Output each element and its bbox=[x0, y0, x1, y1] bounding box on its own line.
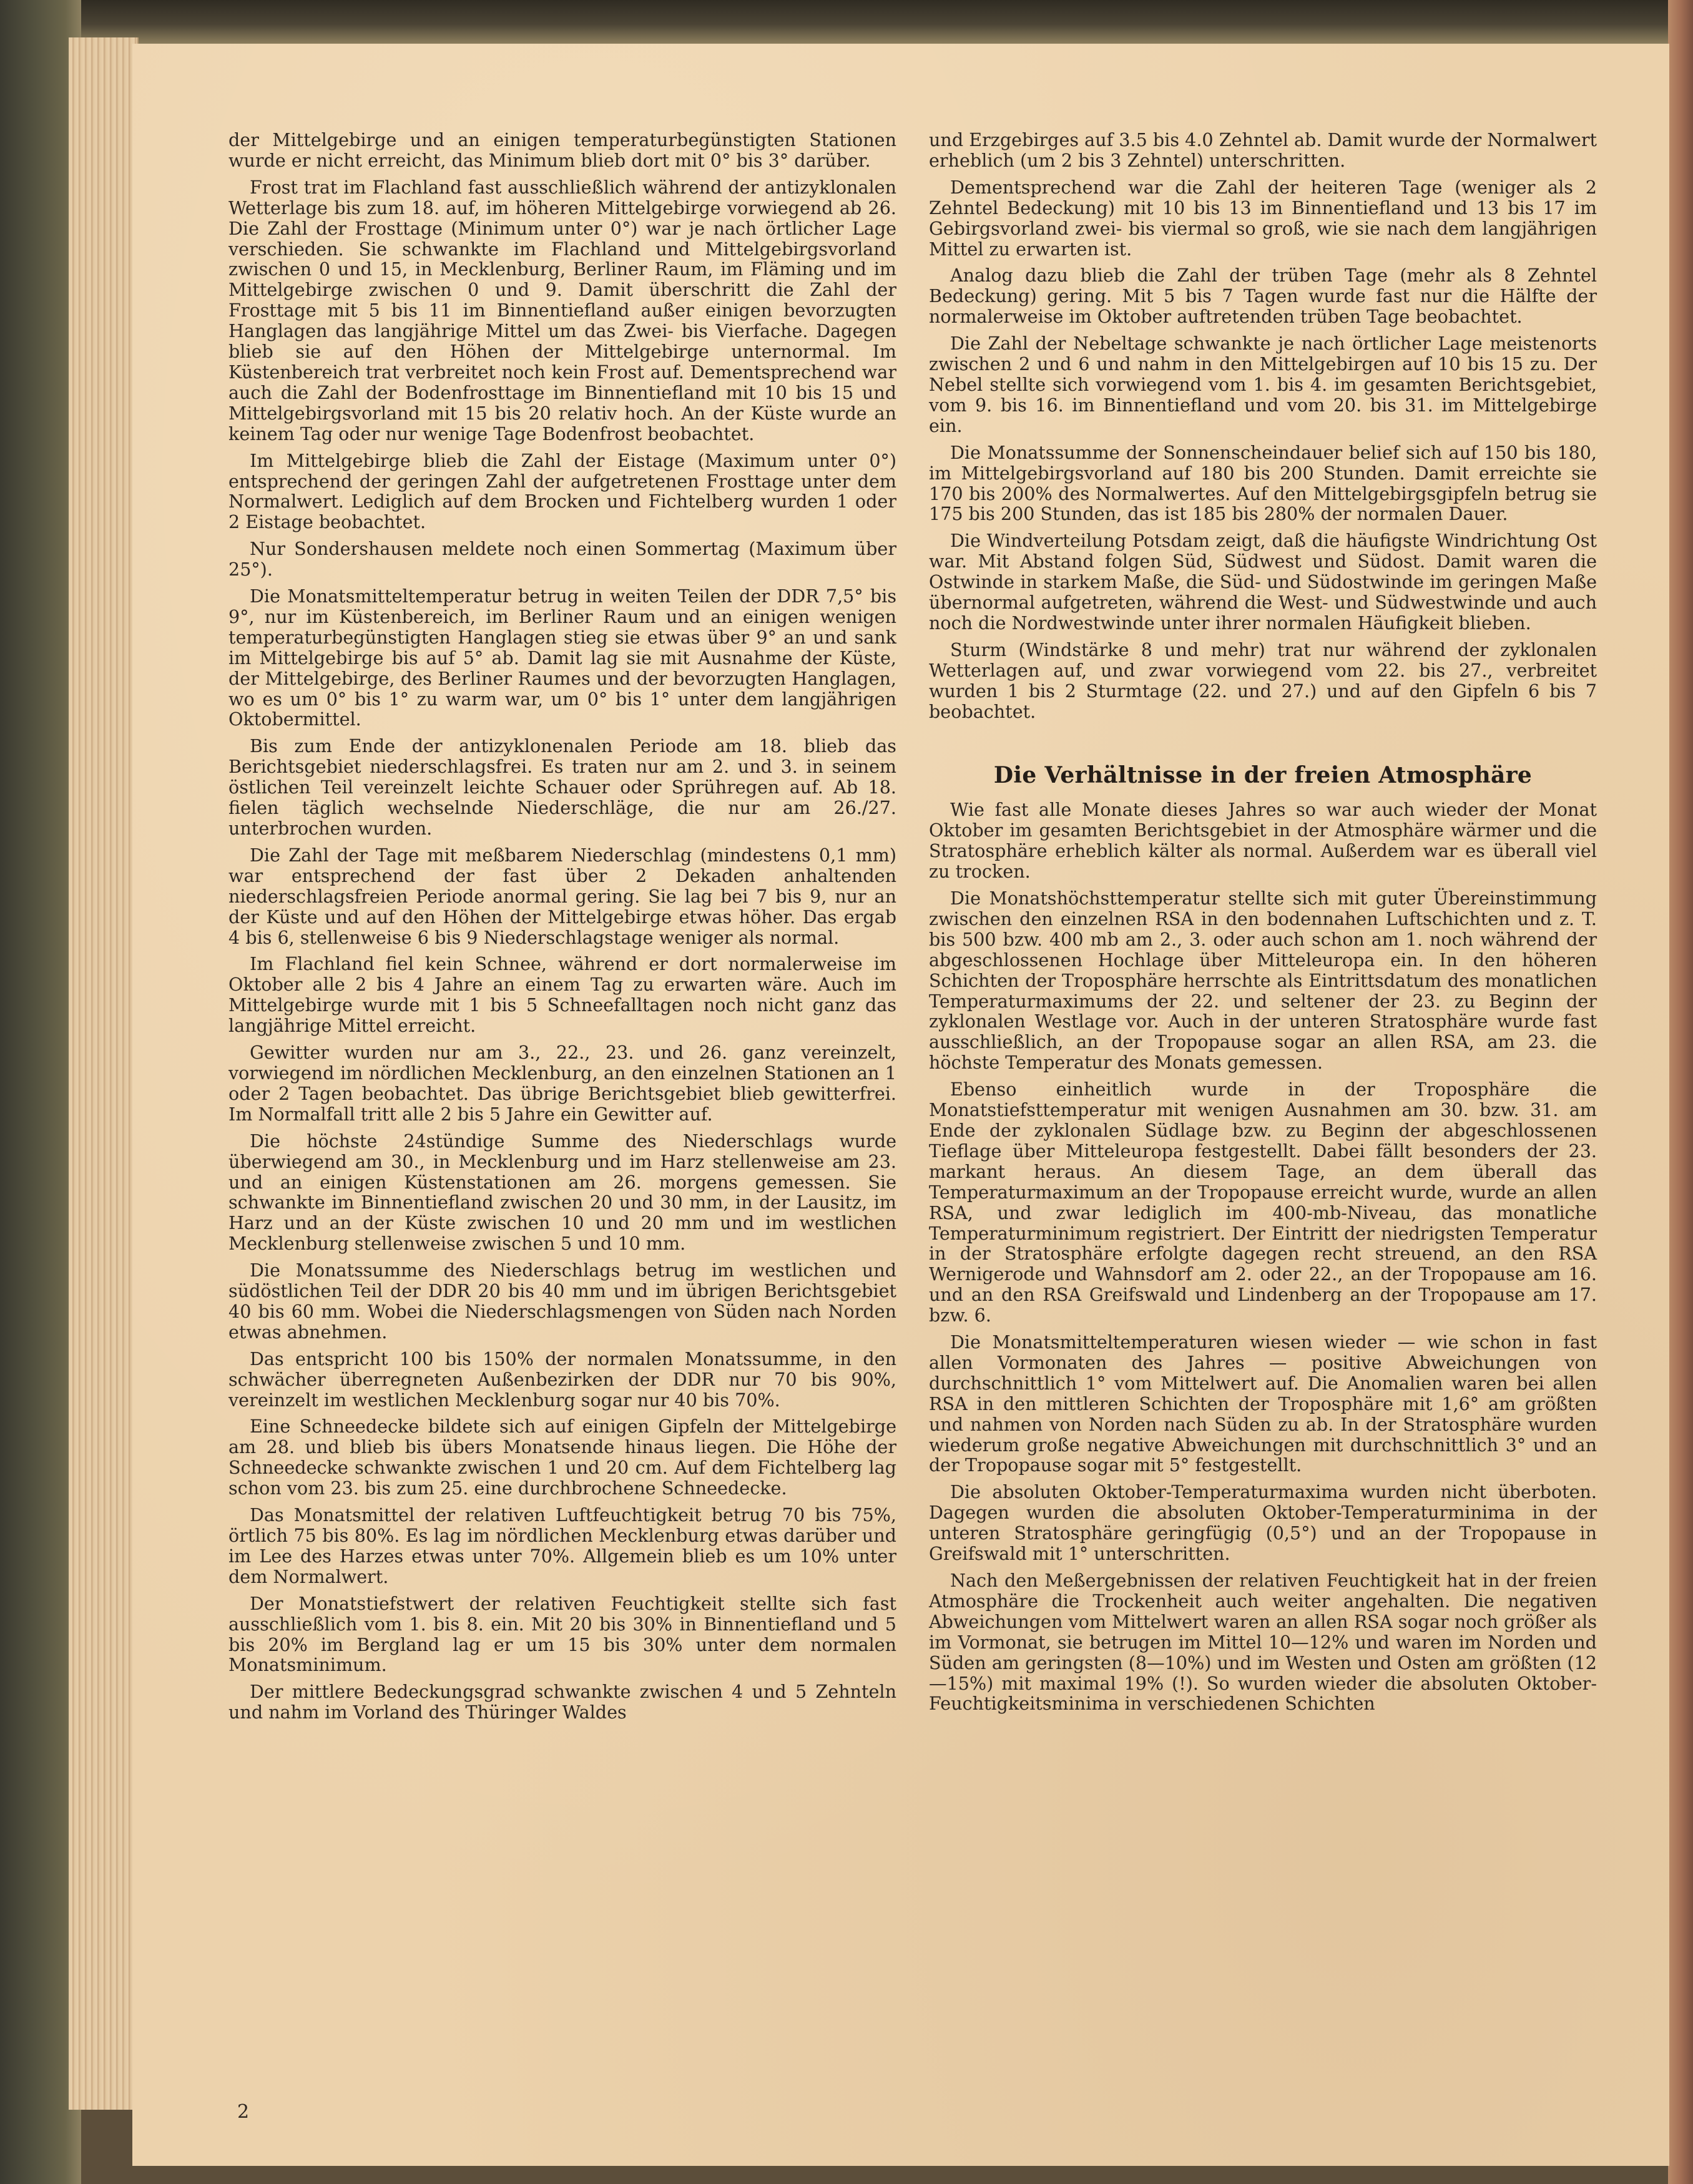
paragraph: Nach den Meßergebnissen der relativen Feuchtigkeit hat in der freien Atmosphäre die Trockenheit auch weiter angehalten. Die negativen Abweichungen vom Mittelwert waren an allen RSA sogar noch größer als im Vormonat, sie betrugen im Mittel 10—12% und waren im Norden und Süden am geringsten (8—10%) und im Westen und Osten am größten (12—15%) mit maximal 19% (!). So wurden wieder die absoluten Oktober-Feuchtigkeitsminima in verschiedenen Schichten bbox=[929, 1570, 1597, 1715]
book-top-edge bbox=[0, 0, 1693, 44]
paragraph: Im Flachland fiel kein Schnee, während er dort normalerweise im Oktober alle 2 bis 4 Jahre an einem Tag zu erwarten wäre. Auch im Mittelgebirge wurde mit 1 bis 5 Schneefalltagen noch nicht ganz das langjährige Mittel erreicht. bbox=[228, 953, 896, 1037]
left-text-column bbox=[228, 130, 896, 1729]
paragraph: Bis zum Ende der antizyklonenalen Periode am 18. blieb das Berichtsgebiet niederschlagsfrei. Es traten nur am 2. und 3. in seinem östlichen Teil vereinzelt leichte Schauer oder Sprühregen auf. Ab 18. fielen täglich wechselnde Niederschläge, die nur am 26./27. unterbrochen wurden. bbox=[228, 735, 896, 839]
paragraph: Nur Sondershausen meldete noch einen Sommertag (Maximum über 25°). bbox=[228, 538, 896, 580]
paragraph: Die Windverteilung Potsdam zeigt, daß die häufigste Windrichtung Ost war. Mit Abstand folgen Süd, Südwest und Südost. Damit waren die Ostwinde in starkem Maße, die Süd- und Südostwinde im geringen Maße übernormal aufgetreten, während die West- und Südwestwinde und auch noch die Nordwestwinde unter ihrer normalen Häufigkeit blieben. bbox=[929, 530, 1597, 634]
paragraph: Analog dazu blieb die Zahl der trüben Tage (mehr als 8 Zehntel Bedeckung) gering. Mit 5 bis 7 Tagen wurde fast nur die Hälfte der normalerweise im Oktober auftretenden trüben Tage beobachtet. bbox=[929, 265, 1597, 328]
book-cover-edge bbox=[1668, 0, 1693, 2184]
paragraph: Die Monatssumme der Sonnenscheindauer belief sich auf 150 bis 180, im Mittelgebirgsvorland auf 180 bis 200 Stunden. Damit erreichte sie 170 bis 200% des Normalwertes. Auf den Mittelgebirgsgipfeln betrug sie 175 bis 200 Stunden, das ist 185 bis 280% der normalen Dauer. bbox=[929, 441, 1597, 525]
paragraph: Dementsprechend war die Zahl der heiteren Tage (weniger als 2 Zehntel Bedeckung) mit 10 bis 13 im Binnentiefland und 13 bis 17 im Gebirgsvorland zwei- bis viermal so groß, wie sie nach dem langjährigen Mittel zu erwarten ist. bbox=[929, 176, 1597, 260]
paragraph: Der Monatstiefstwert der relativen Feuchtigkeit stellte sich fast ausschließlich vom 1. bis 8. ein. Mit 20 bis 30% in Binnentiefland und 5 bis 20% im Bergland lag er um 15 bis 30% unter dem normalen Monatsminimum. bbox=[228, 1592, 896, 1676]
paragraph: Die Monatsmitteltemperatur betrug in weiten Teilen der DDR 7,5° bis 9°, nur im Küstenbereich, im Berliner Raum und an einigen wenigen temperaturbegünstigten Hanglagen stieg sie etwas über 9° an und sank im Mittelgebirge bis auf 5° ab. Damit lag sie mit Ausnahme der Küste, der Mittelgebirge, des Berliner Raumes und der bevorzugten Hanglagen, wo es um 0° bis 1° zu warm war, um 0° bis 1° unter dem langjährigen Oktobermittel. bbox=[228, 585, 896, 730]
paragraph: Der mittlere Bedeckungsgrad schwankte zwischen 4 und 5 Zehnteln und nahm im Vorland des Thüringer Waldes bbox=[228, 1681, 896, 1723]
paragraph: und Erzgebirges auf 3.5 bis 4.0 Zehntel ab. Damit wurde der Normalwert erheblich (um 2 bis 3 Zehntel) unterschritten. bbox=[929, 129, 1597, 171]
book-page bbox=[132, 44, 1669, 2166]
paragraph: Ebenso einheitlich wurde in der Troposphäre die Monatstiefsttemperatur mit wenigen Ausnahmen am 30. bzw. 31. am Ende der zyklonalen Südlage bzw. zu Beginn der abgeschlossenen Tieflage über Mitteleuropa festgestellt. Dabei fällt besonders der 23. markant heraus. An diesem Tage, an dem überall das Temperaturmaximum an der Tropopause erreicht wurde, wurde an allen RSA, und zwar lediglich im 400-mb-Niveau, das monatliche Temperaturminimum registriert. Der Eintritt der niedrigsten Temperatur in der Stratosphäre erfolgte dagegen recht streuend, an den RSA Wernigerode und Wahnsdorf am 2. oder 22., an der Tropopause am 16. und an den RSA Greifswald und Lindenberg an der Tropopause am 17. bzw. 6. bbox=[929, 1079, 1597, 1326]
right-text-column bbox=[929, 130, 1597, 1720]
paragraph: Wie fast alle Monate dieses Jahres so war auch wieder der Monat Oktober im gesamten Berichtsgebiet in der Atmosphäre wärmer und die Stratosphäre erheblich kälter als normal. Außerdem war es überall viel zu trocken. bbox=[929, 799, 1597, 883]
paragraph: Die höchste 24stündige Summe des Niederschlags wurde überwiegend am 30., in Mecklenburg und im Harz stellenweise am 23. und an einigen Küstenstationen am 26. morgens gemessen. Sie schwankte im Binnentiefland zwischen 20 und 30 mm, in der Lausitz, im Harz und an der Küste zwischen 10 und 20 mm und im westlichen Mecklenburg stellenweise zwischen 5 und 10 mm. bbox=[228, 1130, 896, 1255]
paragraph: Sturm (Windstärke 8 und mehr) trat nur während der zyklonalen Wetterlagen auf, und zwar vorwiegend vom 22. bis 27., verbreitet wurden 1 bis 2 Sturmtage (22. und 27.) und auf den Gipfeln 6 bis 7 beobachtet. bbox=[929, 639, 1597, 722]
paragraph: Die Monatsmitteltemperaturen wiesen wieder — wie schon in fast allen Vormonaten des Jahres — positive Abweichungen von durchschnittlich 1° vom Mittelwert auf. Die Anomalien waren bei allen RSA in den mittleren Schichten der Troposphäre mit 1,6° am größten und nahmen von Norden nach Süden zu ab. In der Stratosphäre wurden wiederum große negative Abweichungen mit durchschnittlich 3° und an der Tropopause sogar mit 5° festgestellt. bbox=[929, 1331, 1597, 1476]
paragraph: der Mittelgebirge und an einigen temperaturbegünstigten Stationen wurde er nicht erreicht, das Minimum blieb dort mit 0° bis 3° darüber. bbox=[228, 129, 896, 171]
paragraph: Das entspricht 100 bis 150% der normalen Monatssumme, in den schwächer überregneten Außenbezirken der DDR nur 70 bis 90%, vereinzelt im westlichen Mecklenburg sogar nur 40 bis 70%. bbox=[228, 1348, 896, 1411]
paragraph: Eine Schneedecke bildete sich auf einigen Gipfeln der Mittelgebirge am 28. und blieb bis übers Monatsende hinaus liegen. Die Höhe der Schneedecke schwankte zwischen 1 und 20 cm. Auf dem Fichtelberg lag schon vom 23. bis zum 25. eine durchbrochene Schneedecke. bbox=[228, 1416, 896, 1499]
page-number: 2 bbox=[237, 2101, 250, 2123]
section-heading: Die Verhältnisse in der freien Atmosphäre bbox=[993, 762, 1533, 789]
paragraph: Die Monatshöchsttemperatur stellte sich mit guter Übereinstimmung zwischen den einzelnen RSA in den bodennahen Luftschichten und z. T. bis 500 bzw. 400 mb am 2., 3. oder auch schon am 1. noch während der abgeschlossenen Hochlage über Mitteleuropa ein. In den höheren Schichten der Troposphäre herrschte als Eintrittsdatum des monatlichen Temperaturmaximums der 22. und seltener der 23. zu Beginn der zyklonalen Westlage vor. Auch in der unteren Stratosphäre wurde fast ausschließlich, an der Tropopause sogar an allen RSA, am 23. die höchste Temperatur des Monats gemessen. bbox=[929, 888, 1597, 1074]
paragraph: Im Mittelgebirge blieb die Zahl der Eistage (Maximum unter 0°) entsprechend der geringen Zahl der aufgetretenen Frosttage unter dem Normalwert. Lediglich auf dem Brocken und Fichtelberg wurden 1 oder 2 Eistage beobachtet. bbox=[228, 449, 896, 533]
paragraph: Das Monatsmittel der relativen Luftfeuchtigkeit betrug 70 bis 75%, örtlich 75 bis 80%. Es lag im nördlichen Mecklenburg etwas darüber und im Lee des Harzes etwas unter 70%. Allgemein blieb es um 10% unter dem Normalwert. bbox=[228, 1504, 896, 1587]
page-stack-edge bbox=[69, 37, 139, 2110]
paragraph: Die Zahl der Tage mit meßbarem Niederschlag (mindestens 0,1 mm) war entsprechend der fast über 2 Dekaden anhaltenden niederschlagsfreien Periode anormal gering. Sie lag bei 7 bis 9, nur an der Küste und auf den Höhen der Mittelgebirge etwas höher. Das ergab 4 bis 6, stellenweise 6 bis 9 Niederschlagstage weniger als normal. bbox=[228, 844, 896, 948]
paragraph: Gewitter wurden nur am 3., 22., 23. und 26. ganz vereinzelt, vorwiegend im nördlichen Mecklenburg, an den einzelnen Stationen an 1 oder 2 Tagen beobachtet. Das übrige Berichtsgebiet blieb gewitterfrei. Im Normalfall tritt alle 2 bis 5 Jahre ein Gewitter auf. bbox=[228, 1042, 896, 1125]
paragraph: Die Zahl der Nebeltage schwankte je nach örtlicher Lage meistenorts zwischen 2 und 6 und nahm in den Mittelgebirgen auf 10 bis 15 zu. Der Nebel stellte sich vorwiegend vom 1. bis 4. im gesamten Berichtsgebiet, vom 9. bis 16. im Binnentiefland und vom 20. bis 31. im Mittelgebirge ein. bbox=[929, 333, 1597, 436]
paragraph: Die Monatssumme des Niederschlags betrug im westlichen und südöstlichen Teil der DDR 20 bis 40 mm und im übrigen Berichtsgebiet 40 bis 60 mm. Wobei die Niederschlagsmengen von Süden nach Norden etwas abnehmen. bbox=[228, 1260, 896, 1343]
paragraph: Frost trat im Flachland fast ausschließlich während der antizyklonalen Wetterlage bis zum 18. auf, im höheren Mittelgebirge vorwiegend ab 26. Die Zahl der Frosttage (Minimum unter 0°) war je nach örtlicher Lage verschieden. Sie schwankte im Flachland und Mittelgebirgsvorland zwischen 0 und 15, in Mecklenburg, Berliner Raum, im Fläming und im Mittelgebirge zwischen 0 und 9. Damit überschritt die Zahl der Frosttage mit 5 bis 11 im Binnentiefland außer einigen bevorzugten Hanglagen das langjährige Mittel um das Zwei- bis Vierfache. Dagegen blieb sie auf den Höhen der Mittelgebirge unternormal. Im Küstenbereich trat verbreitet noch kein Frost auf. Dementsprechend war auch die Zahl der Bodenfrosttage im Binnentiefland mit 10 bis 15 und Mittelgebirgsvorland mit 15 bis 20 relativ hoch. An der Küste wurde an keinem Tag oder nur wenige Tage Bodenfrost beobachtet. bbox=[228, 176, 896, 444]
paragraph: Die absoluten Oktober-Temperaturmaxima wurden nicht überboten. Dagegen wurden die absoluten Oktober-Temperaturminima in der unteren Stratosphäre geringfügig (0,5°) und an der Tropopause in Greifswald mit 1° unterschritten. bbox=[929, 1481, 1597, 1565]
